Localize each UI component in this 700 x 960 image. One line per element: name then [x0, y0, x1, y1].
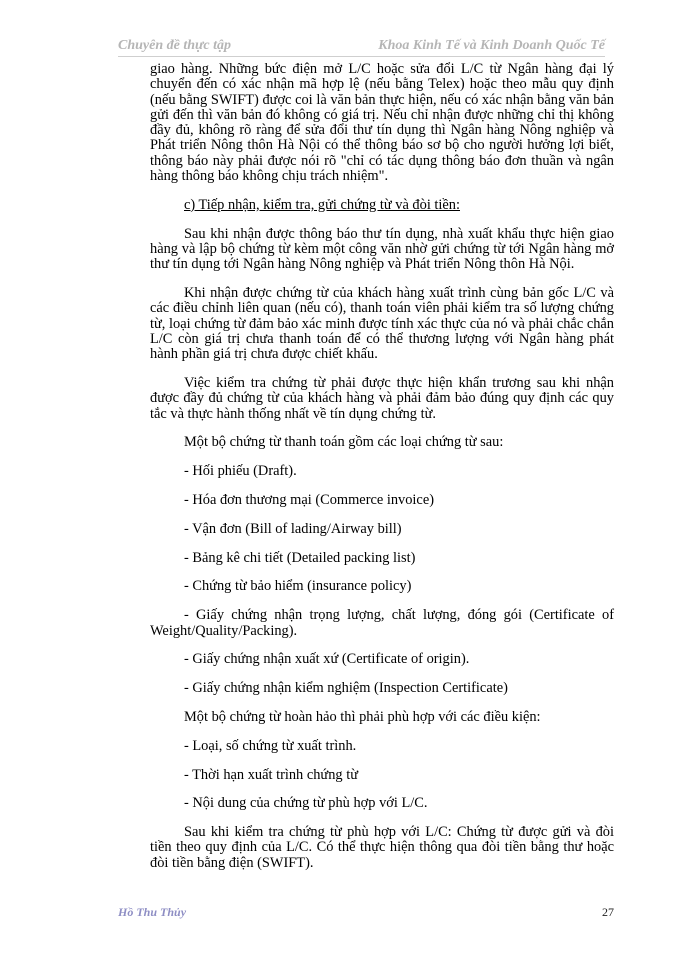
paragraph: Việc kiểm tra chứng từ phải được thực hiện khẩn trương sau khi nhận được đầy đủ chứng từ của khách hàng và phải đảm bảo đúng quy định các quy tắc và thực hành thống nhất về tín dụng chứng từ. — [150, 375, 614, 422]
document-body — [150, 62, 614, 871]
page-footer — [118, 905, 614, 920]
list-item: - Giấy chứng nhận kiểm nghiệm (Inspection Certificate) — [184, 680, 508, 697]
section-heading: c) Tiếp nhận, kiểm tra, gửi chứng từ và đòi tiền: — [184, 196, 460, 213]
list-item: - Loại, số chứng từ xuất trình. — [184, 737, 357, 754]
list-item: - Giấy chứng nhận trọng lượng, chất lượng, đóng gói (Certificate of Weight/Quality/Packing). — [150, 607, 614, 639]
list-item: - Hóa đơn thương mại (Commerce invoice) — [184, 492, 435, 509]
list-item: - Thời hạn xuất trình chứng từ — [184, 766, 359, 783]
list-item: - Vận đơn (Bill of lading/Airway bill) — [184, 520, 402, 537]
page-header — [118, 38, 605, 57]
list-item: - Bảng kê chi tiết (Detailed packing list) — [184, 549, 416, 566]
paragraph: Sau khi nhận được thông báo thư tín dụng, nhà xuất khẩu thực hiện giao hàng và lập bộ chứng từ kèm một công văn nhờ gửi chứng từ tới Ngân hàng mở thư tín dụng tới Ngân hàng Nông nghiệp và Phát triển Nông thôn Hà Nội. — [150, 225, 614, 273]
header-left: Chuyên đề thực tập — [118, 38, 232, 53]
footer-author: Hồ Thu Thủy — [118, 905, 187, 919]
paragraph: Một bộ chứng từ hoàn hảo thì phải phù hợp với các điều kiện: — [184, 708, 541, 725]
list-item: - Nội dung của chứng từ phù hợp với L/C. — [184, 795, 428, 812]
list-item: - Giấy chứng nhận xuất xứ (Certificate of origin). — [184, 651, 470, 668]
paragraph: Sau khi kiểm tra chứng từ phù hợp với L/C: Chứng từ được gửi và đòi tiền theo quy định của L/C. Có thể thực hiện thông qua đòi tiền bằng thư hoặc đòi tiền bằng điện (SWIFT). — [150, 824, 614, 871]
paragraph-continuation: giao hàng. Những bức điện mở L/C hoặc sửa đổi L/C từ Ngân hàng đại lý chuyển đến có xác nhận mã hợp lệ (nếu bằng Telex) hoặc theo mẫu quy định (nếu bằng SWIFT) được coi là văn bản thực hiện, nếu có xác nhận bằng văn bản gửi đến thì văn bản đó không có giá trị. Nếu chỉ nhận được những chỉ thị không đầy đủ, không rõ ràng để sửa đổi thư tín dụng thì Ngân hàng Nông nghiệp và Phát triển Nông thôn Hà Nội có thể thông báo sơ bộ cho người hưởng lợi biết, thông báo này phải được nói rõ "chỉ có tác dụng thông báo đơn thuần và ngân hàng thông báo không chịu trách nhiệm". — [150, 61, 614, 185]
paragraph: Khi nhận được chứng từ của khách hàng xuất trình cùng bản gốc L/C và các điều chỉnh liên quan (nếu có), thanh toán viên phải kiểm tra số lượng chứng từ, loại chứng từ đảm bảo xác minh được tính xác thực của nó và phải chắc chắn L/C còn giá trị chưa thanh toán để có thể thương lượng với Ngân hàng phát hành phần giá trị chưa được chiết khấu. — [150, 285, 614, 363]
list-item: - Chứng từ bảo hiểm (insurance policy) — [184, 578, 412, 595]
page-number: 27 — [602, 905, 614, 919]
paragraph: Một bộ chứng từ thanh toán gồm các loại chứng từ sau: — [184, 434, 504, 451]
header-right: Khoa Kinh Tế và Kinh Doanh Quốc Tế — [378, 38, 605, 53]
list-item: - Hối phiếu (Draft). — [184, 463, 297, 480]
